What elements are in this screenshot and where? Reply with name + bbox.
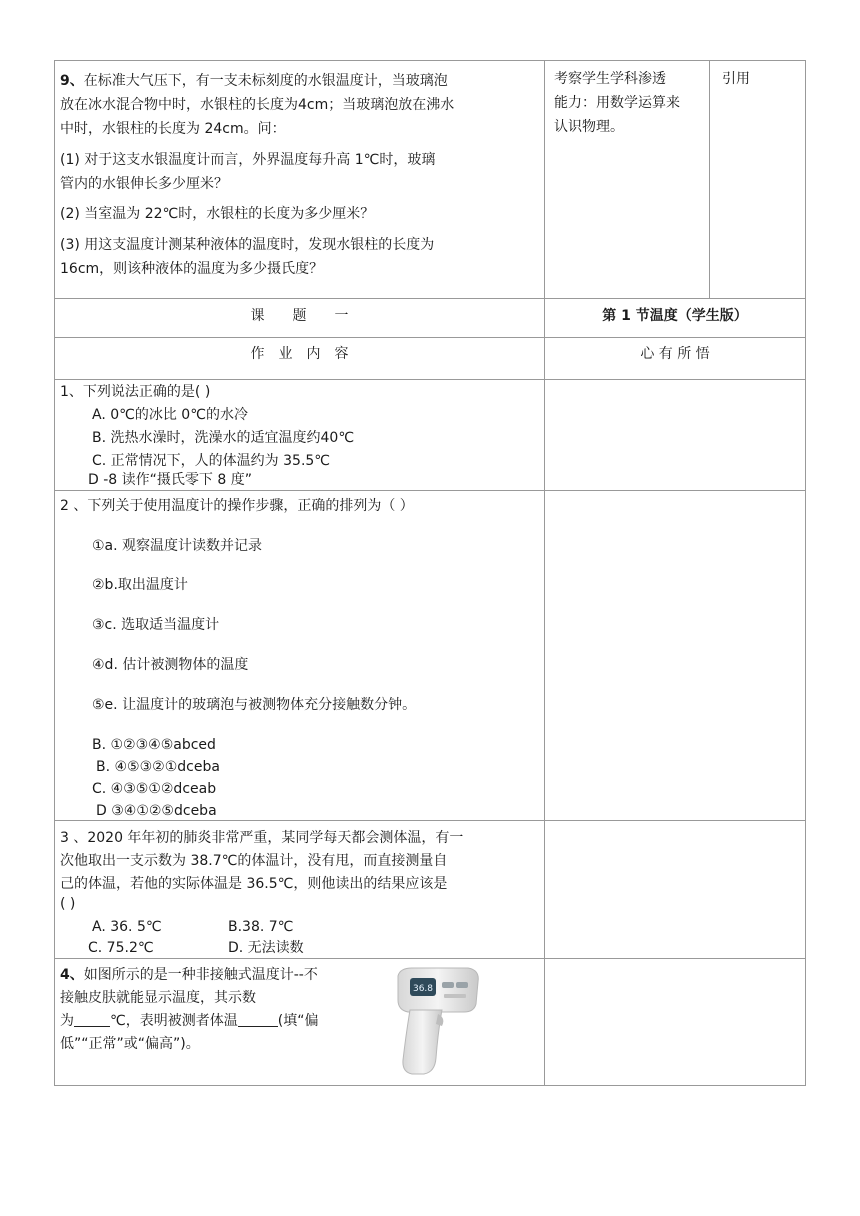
- q1-stem: 1、下列说法正确的是( ): [60, 384, 211, 400]
- q1-option-c: C. 正常情况下，人的体温约为 35.5℃: [92, 453, 331, 469]
- q4-line4: 低”“正常”或“偏高”)。: [60, 1036, 200, 1052]
- q4-reflection-cell: [544, 958, 806, 1086]
- q9-line1: 9、在标准大气压下，有一支未标刻度的水银温度计，当玻璃泡: [60, 73, 448, 89]
- q2-option-b1: B. ①②③④⑤abced: [92, 737, 216, 753]
- q2-stem: 2 、下列关于使用温度计的操作步骤，正确的排列为（ ）: [60, 498, 414, 514]
- q2-step2: ②b.取出温度计: [92, 577, 188, 593]
- q3-line3: 己的体温，若他的实际体温是 36.5℃，则他读出的结果应该是: [60, 876, 448, 892]
- q4-line2: 接触皮肤就能显示温度，其示数: [60, 990, 256, 1006]
- q3-option-c: C. 75.2℃: [88, 940, 154, 956]
- q3-line2: 次他取出一支示数为 38.7℃的体温计，没有甩，而直接测量自: [60, 853, 448, 869]
- q9-sub1-line2: 管内的水银伸长多少厘米？: [60, 176, 228, 192]
- q9-use-cell: [709, 60, 806, 299]
- answer-blank-1[interactable]: [74, 1012, 110, 1027]
- q4-line3: 为 ℃，表明被测者体温 (填“偏: [60, 1013, 319, 1029]
- q9-note-line3: 认识物理。: [554, 119, 624, 135]
- q9-use-label: 引用: [722, 71, 750, 87]
- q9-note-line1: 考察学生学科渗透: [554, 71, 666, 87]
- q3-option-a: A. 36. 5℃: [92, 919, 162, 935]
- q3-reflection-cell: [544, 820, 806, 959]
- q2-step3: ③c. 选取适当温度计: [92, 617, 220, 633]
- q9-sub1-line1: (1) 对于这支水银温度计而言，外界温度每升高 1℃时，玻璃: [60, 152, 436, 168]
- answer-blank-2[interactable]: [238, 1012, 278, 1027]
- q9-sub2: (2) 当室温为 22℃时，水银柱的长度为多少厘米？: [60, 206, 375, 222]
- q1-option-b: B. 洗热水澡时，洗澡水的适宜温度约40℃: [92, 430, 355, 446]
- topic-label: 课 题 一: [250, 308, 349, 324]
- q2-step5: ⑤e. 让温度计的玻璃泡与被测物体充分接触数分钟。: [92, 697, 417, 713]
- q2-option-b2: B. ④⑤③②①dceba: [96, 759, 220, 775]
- homework-content-header: 作 业 内 容: [250, 346, 349, 362]
- thermometer-display: 36.8: [412, 984, 434, 994]
- q2-option-d: D ③④①②⑤dceba: [96, 803, 217, 819]
- q9-note-line2: 能力：用数学运算来: [554, 95, 680, 111]
- reflection-header: 心 有 所 悟: [640, 346, 710, 362]
- q1-reflection-cell: [544, 379, 806, 491]
- q3-option-b: B.38. 7℃: [228, 919, 294, 935]
- q2-reflection-cell: [544, 490, 806, 821]
- q3-line4: ( ): [60, 896, 76, 912]
- q3-line1: 3 、2020 年年初的肺炎非常严重，某同学每天都会测体温，有一: [60, 830, 464, 846]
- q9-sub3-line2: 16cm，则该种液体的温度为多少摄氏度？: [60, 261, 324, 277]
- topic-title: 第 1 节温度（学生版）: [602, 308, 748, 324]
- q1-option-d: D -8 读作“摄氏零下 8 度”: [88, 472, 252, 488]
- infrared-thermometer-image: [388, 962, 488, 1082]
- q2-option-c: C. ④③⑤①②dceab: [92, 781, 217, 797]
- q2-step4: ④d. 估计被测物体的温度: [92, 657, 249, 673]
- q3-option-d: D. 无法读数: [228, 940, 304, 956]
- q4-number: 4、: [60, 967, 84, 983]
- q9-line3: 中时，水银柱的长度为 24cm。问：: [60, 121, 286, 137]
- q1-option-a: A. 0℃的冰比 0℃的水冷: [92, 407, 248, 423]
- q2-step1: ①a. 观察温度计读数并记录: [92, 538, 263, 554]
- q9-line2: 放在冰水混合物中时，水银柱的长度为4cm；当玻璃泡放在沸水: [60, 97, 455, 113]
- q9-number: 9、: [60, 73, 84, 89]
- q4-line1: 4、如图所示的是一种非接触式温度计--不: [60, 967, 318, 983]
- q9-sub3-line1: (3) 用这支温度计测某种液体的温度时，发现水银柱的长度为: [60, 237, 435, 253]
